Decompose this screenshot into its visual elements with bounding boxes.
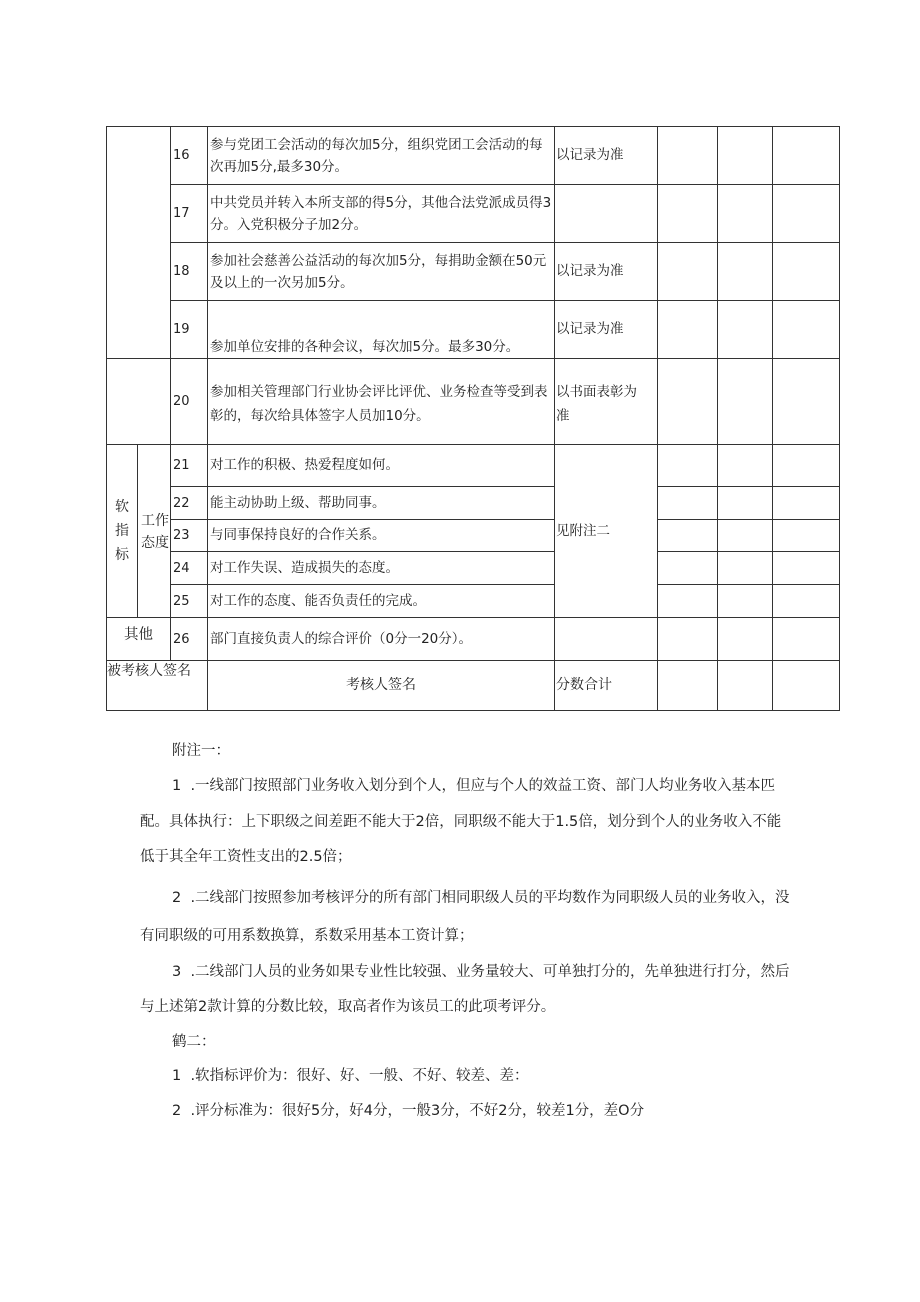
table-border-bottom <box>106 710 840 711</box>
row-number: 16 <box>173 148 190 163</box>
row-content: 对工作的态度、能否负责任的完成。 <box>210 592 426 609</box>
note1-item2-line1: 2 .二线部门按照参加考核评分的所有部门相同职级人员的平均数作为同职级人员的业务收入，没 <box>172 890 790 906</box>
row-content: 参与党团工会活动的每次加5分，组织党团工会活动的每次再加5分,最多30分。 <box>210 136 543 175</box>
note1-item1-line1: 1 .一线部门按照部门业务收入划分到个人，但应与个人的效益工资、部门人均业务收入基本匹 <box>172 778 776 794</box>
row-number: 20 <box>173 394 190 409</box>
row-basis: 以书面表彰为准 <box>556 384 637 424</box>
note1-item1-line3: 低于其全年工资性支出的2.5倍； <box>140 849 352 865</box>
row-divider <box>657 584 840 585</box>
other-label: 其他 <box>124 626 153 643</box>
total-score-label: 分数合计 <box>556 677 612 693</box>
row-content: 参加相关管理部门行业协会评比评优、业务检查等受到表彰的，每次给具体签字人员加10分。 <box>210 384 548 424</box>
column-divider <box>170 126 171 660</box>
row-number: 18 <box>173 264 190 279</box>
row-number: 26 <box>173 631 190 647</box>
note1-item2-line2: 有同职级的可用系数换算，系数采用基本工资计算； <box>140 928 474 944</box>
row-number: 25 <box>173 593 190 609</box>
table-border-right <box>839 126 840 711</box>
column-divider <box>207 126 208 711</box>
note1-item1-line2: 配。具体执行：上下职级之间差距不能大于2倍，同职级不能大于1.5倍，划分到个人的业务收入不能 <box>140 814 782 830</box>
row-content: 与同事保持良好的合作关系。 <box>210 527 386 543</box>
row-number: 23 <box>173 528 190 543</box>
note1-title: 附注一： <box>172 743 230 759</box>
column-divider <box>554 126 555 711</box>
row-content: 参加单位安排的各种会议，每次加5分。最多30分。 <box>210 339 520 355</box>
row-basis <box>556 185 656 242</box>
row-content: 中共党员并转入本所支部的得5分，其他合法党派成员得3分。入党积极分子加2分。 <box>210 194 552 233</box>
row-divider <box>657 551 840 552</box>
row-number: 19 <box>173 322 190 337</box>
column-divider <box>657 126 658 711</box>
row-number: 17 <box>173 206 190 221</box>
row-basis: 以记录为准 <box>556 147 624 163</box>
row-number: 22 <box>173 495 190 511</box>
row-divider <box>657 519 840 520</box>
work-attitude-label: 工作态度 <box>141 513 169 551</box>
row-content: 能主动协助上级、帮助同事。 <box>210 494 386 511</box>
row-divider <box>171 300 840 301</box>
note2-item2: 2 .评分标准为：很好5分，好4分，一般3分，不好2分，较差1分，差O分 <box>172 1103 645 1119</box>
row-basis: 以记录为准 <box>556 321 624 337</box>
row-basis: 以记录为准 <box>556 263 624 279</box>
row-number: 21 <box>173 458 190 473</box>
soft-indicator-label: 软指标 <box>115 499 129 563</box>
column-divider <box>772 126 773 711</box>
note2-item1: 1 .软指标评价为：很好、好、一般、不好、较差、差： <box>172 1068 529 1084</box>
row-divider <box>106 358 840 359</box>
soft-indicator-basis: 见附注二 <box>556 522 610 539</box>
row-divider <box>657 486 840 487</box>
note2-title: 鹤二： <box>172 1034 216 1050</box>
column-divider <box>717 126 718 711</box>
row-content: 参加社会慈善公益活动的每次加5分，每捐助金额在50元及以上的一次另加5分。 <box>210 252 547 291</box>
row-number: 24 <box>173 560 190 576</box>
assessee-signature-label: 被考核人签名 <box>107 663 191 679</box>
note1-item3-line2: 与上述第2款计算的分数比较，取高者作为该员工的此项考评分。 <box>140 999 556 1015</box>
note1-item3-line1: 3 .二线部门人员的业务如果专业性比较强、业务量较大、可单独打分的，先单独进行打分，然后 <box>172 964 790 980</box>
row-content: 对工作的积极、热爱程度如何。 <box>210 457 399 473</box>
row-content: 对工作失误、造成损失的态度。 <box>210 559 399 576</box>
assessor-signature-label: 考核人签名 <box>346 677 416 693</box>
column-divider <box>137 444 138 617</box>
row-content: 部门直接负责人的综合评价（0分一20分）。 <box>210 630 473 647</box>
